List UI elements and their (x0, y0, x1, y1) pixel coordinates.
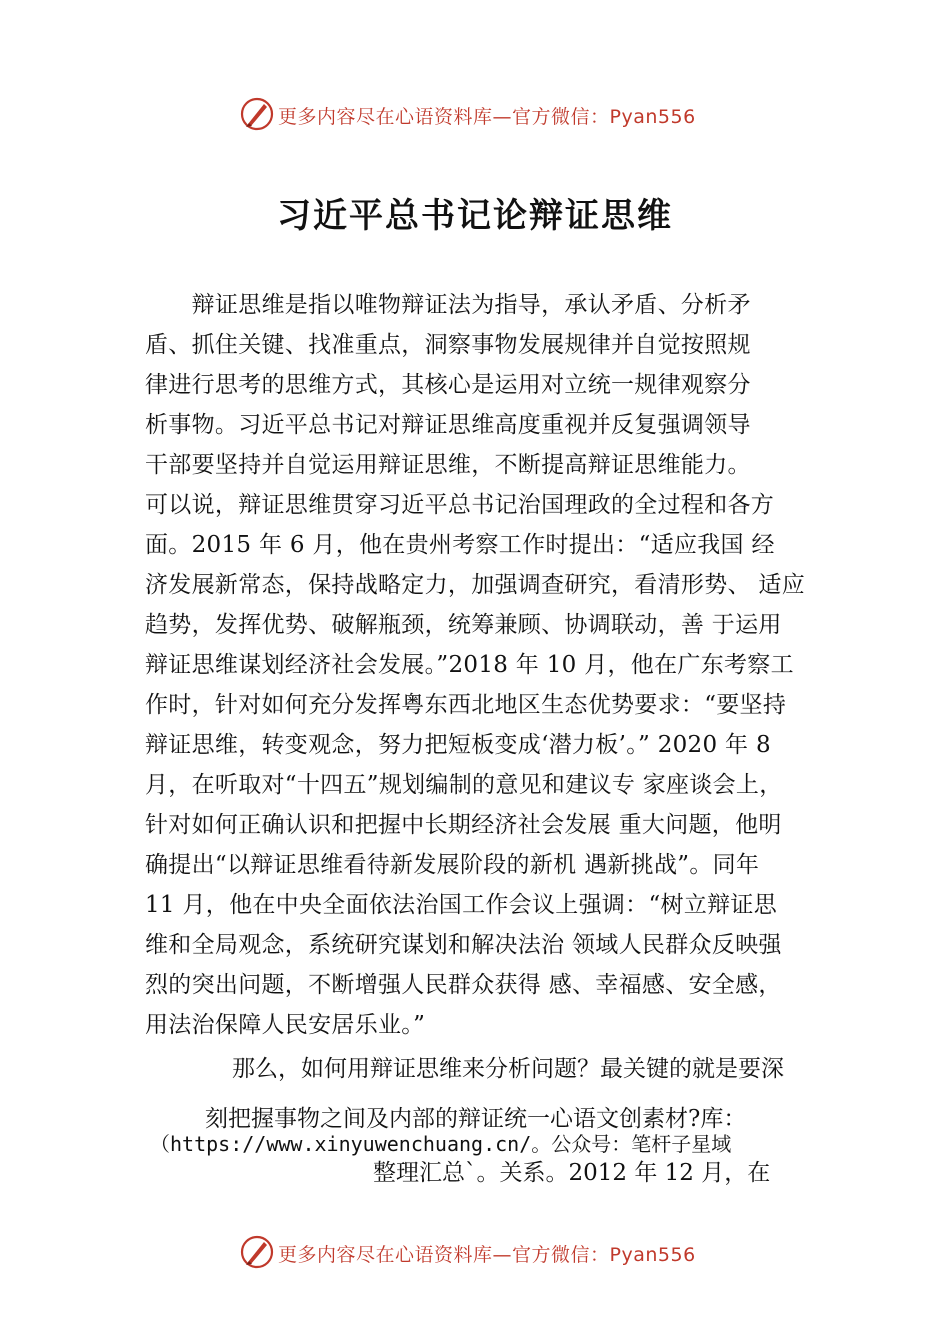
banner-wechat-id: Pyan556 (609, 1244, 696, 1266)
text-line: 济发展新常态，保持战略定力，加强调查研究，看清形势、 适应 (145, 572, 806, 598)
banner-text: 更多内容尽在心语资料库—官方微信：Pyan556 (278, 1244, 696, 1266)
trail-line-1: 刻把握事物之间及内部的辩证统一心语文创素材?库： (205, 1106, 747, 1132)
banner-text: 更多内容尽在心语资料库—官方微信：Pyan556 (278, 106, 696, 128)
pen-logo-icon (240, 1234, 274, 1270)
text-line: 盾、抓住关键、找准重点，洞察事物发展规律并自觉按照规 (145, 332, 751, 358)
text-line: 确提出“以辩证思维看待新发展阶段的新机 遇新挑战”。同年 (145, 852, 760, 878)
text-line: 辩证思维是指以唯物辩证法为指导，承认矛盾、分析矛 (145, 292, 751, 318)
text-line: 月，在听取对“十四五”规划编制的意见和建议专 家座谈会上， (145, 772, 783, 798)
text-line: 析事物。习近平总书记对辩证思维高度重视并反复强调领导 (145, 412, 751, 438)
page-title: 习近平总书记论辩证思维 (277, 196, 673, 236)
footer-banner (0, 1234, 950, 1274)
banner-wechat-id: Pyan556 (609, 106, 696, 128)
trail-line-3: 整理汇总`。关系。2012 年 12 月，在 (373, 1160, 771, 1186)
text-line: 用法治保障人民安居乐业。” (145, 1012, 426, 1038)
text-line: 律进行思考的思维方式，其核心是运用对立统一规律观察分 (145, 372, 751, 398)
text-line: 面。2015 年 6 月，他在贵州考察工作时提出：“适应我国 经 (145, 532, 775, 558)
text-line: 辩证思维谋划经济社会发展。”2018 年 10 月，他在广东考察工 (145, 652, 794, 678)
text-line: 作时，针对如何充分发挥粤东西北地区生态优势要求：“要坚持 (145, 692, 787, 718)
text-line: 辩证思维，转变观念，努力把短板变成‘潜力板’。” 2020 年 8 (145, 732, 771, 758)
header-banner (0, 96, 950, 136)
text-line: 干部要坚持并自觉运用辩证思维，不断提高辩证思维能力。 (145, 452, 751, 478)
pen-logo-icon (240, 96, 274, 132)
text-line: 趋势，发挥优势、破解瓶颈，统筹兼顾、协调联动，善 于运用 (145, 612, 782, 638)
paragraph-body (145, 285, 835, 1045)
text-line: 烈的突出问题，不断增强人民群众获得 感、幸福感、安全感， (145, 972, 782, 998)
second-paragraph: 那么，如何用辩证思维来分析问题？最关键的就是要深 (232, 1056, 784, 1082)
text-line: 11 月，他在中央全面依法治国工作会议上强调：“树立辩证思 (145, 892, 778, 918)
trail-line-2: （https://www.xinyuwenchuang.cn/。公众号：笔杆子星域 (150, 1132, 732, 1156)
text-line: 可以说，辩证思维贯穿习近平总书记治国理政的全过程和各方 (145, 492, 775, 518)
text-line: 针对如何正确认识和把握中长期经济社会发展 重大问题，他明 (145, 812, 782, 838)
text-line: 维和全局观念，系统研究谋划和解决法治 领域人民群众反映强 (145, 932, 782, 958)
